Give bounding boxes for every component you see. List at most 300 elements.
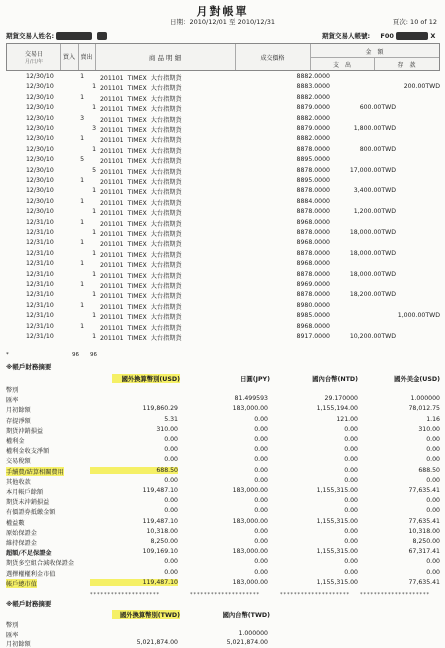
finance-value: 109,169.10 <box>142 548 178 556</box>
trade-product <box>100 104 182 113</box>
finance-label: 維持保證金 <box>6 540 37 547</box>
trade-product-name: TIMEX <box>127 303 147 311</box>
finance-value: 10,318.00 <box>146 527 178 535</box>
trade-price: 8878.0000 <box>296 145 330 153</box>
table-row <box>0 322 445 332</box>
trade-buy: 3 <box>80 114 84 122</box>
trade-buy: 1 <box>80 177 84 184</box>
trade-product-desc: 大台指期貨 <box>150 158 182 166</box>
trade-product-code: 201101 <box>100 127 124 134</box>
trade-product-code: 201101 <box>100 199 124 207</box>
trade-product-name: TIMEX <box>127 179 147 186</box>
trade-product-name: TIMEX <box>127 199 147 207</box>
finance-value: 5,021,874.00 <box>136 639 178 646</box>
trade-product <box>100 146 182 155</box>
trade-product-desc: 大台指期貨 <box>150 168 182 176</box>
trade-product <box>100 291 182 300</box>
finance-row <box>0 415 445 425</box>
trade-price: 8878.0000 <box>296 249 330 257</box>
trade-product-desc: 大台指期貨 <box>150 75 182 82</box>
trade-out: 18,200.00TWD <box>349 291 396 299</box>
finance-value: 183,000.00 <box>232 548 268 556</box>
finance-value: 0.00 <box>164 507 178 515</box>
trade-product-desc: 大台指期貨 <box>150 293 182 301</box>
trade-buy: 5 <box>80 156 84 164</box>
trade-date: 12/30/10 <box>26 208 54 216</box>
trade-product-name: TIMEX <box>127 75 147 82</box>
finance-label: 月初餘額 <box>6 407 31 415</box>
trade-date: 12/30/10 <box>26 156 54 164</box>
trade-date: 12/30/10 <box>26 93 54 101</box>
trade-product <box>100 239 182 248</box>
finance-label: 超額/不足保證金 <box>6 550 52 558</box>
trade-date: 12/31/10 <box>26 239 54 247</box>
finance-value: 1.000000 <box>238 629 268 637</box>
finance-value: 67,317.41 <box>408 548 440 556</box>
finance-value: 688.50 <box>90 467 178 474</box>
trade-product-code: 201101 <box>100 220 124 228</box>
finance-value: 0.00 <box>254 466 268 474</box>
customer-label: 期貨交易人姓名: <box>6 32 55 40</box>
trade-sell: 1 <box>92 291 96 299</box>
table-row <box>0 238 445 248</box>
trade-product-code: 201101 <box>100 75 124 82</box>
account-suffix: X <box>430 32 436 40</box>
trade-product-desc: 大台指期貨 <box>150 127 182 134</box>
table-header <box>6 43 440 71</box>
trade-product-code: 201101 <box>100 147 124 155</box>
account-label: 期貨交易人帳號: <box>322 32 371 40</box>
finance-value: 0.00 <box>164 497 178 505</box>
finance-value: 0.00 <box>164 568 178 576</box>
table-row <box>0 176 445 186</box>
finance-value: 0.00 <box>344 466 358 474</box>
finance-row <box>0 445 445 455</box>
table-row <box>0 249 445 259</box>
finance-label: 期貨多空組合減收保證金 <box>6 560 75 568</box>
trade-product-code: 201101 <box>100 168 124 176</box>
trade-product-name: TIMEX <box>127 168 147 176</box>
trade-product-code: 201101 <box>100 324 124 332</box>
finance-value: 8,250.00 <box>412 538 440 545</box>
trade-product <box>100 281 182 290</box>
finance-row <box>0 537 445 547</box>
finance-value: 0.00 <box>254 507 268 515</box>
trade-price: 8985.0000 <box>296 312 330 320</box>
finance-label: 月初餘額 <box>6 641 31 648</box>
trade-product-code: 201101 <box>100 85 124 93</box>
trade-product <box>100 156 182 165</box>
trade-product-desc: 大台指期貨 <box>150 189 182 197</box>
trade-product <box>100 312 182 321</box>
finance-value: 0.00 <box>254 568 268 576</box>
finance-row <box>0 547 445 557</box>
trade-product <box>100 219 182 228</box>
trade-sell: 1 <box>92 104 96 112</box>
trade-product <box>100 229 182 238</box>
trade-product-desc: 大台指期貨 <box>150 95 182 103</box>
trade-product <box>100 135 182 144</box>
trade-product-name: TIMEX <box>127 272 147 280</box>
trade-product <box>100 198 182 207</box>
trade-product-code: 201101 <box>100 95 124 103</box>
trade-product-code: 201101 <box>100 116 124 124</box>
finance-label: 幣別 <box>6 622 19 629</box>
finance-value: 1,155,194.00 <box>316 405 358 413</box>
trade-price: 8878.0000 <box>296 229 330 236</box>
trade-sell: 1 <box>92 145 96 153</box>
table-row <box>0 155 445 165</box>
trade-price: 8879.0000 <box>296 125 330 132</box>
trade-date: 12/31/10 <box>26 322 54 330</box>
finance-row <box>0 557 445 567</box>
redacted-name <box>56 32 92 40</box>
trade-out: 600.00TWD <box>359 104 396 112</box>
finance-value: 1,155,315.00 <box>316 517 358 525</box>
redacted-name-2 <box>97 32 107 40</box>
finance-value: 0.00 <box>164 436 178 443</box>
trade-product-code: 201101 <box>100 293 124 301</box>
trade-date: 12/30/10 <box>26 166 54 174</box>
finance-value: 77,635.41 <box>408 487 440 494</box>
finance-row <box>0 506 445 516</box>
finance-row <box>0 425 445 435</box>
trade-date: 12/30/10 <box>26 73 54 80</box>
trade-product <box>100 83 182 92</box>
finance-value: 0.00 <box>254 497 268 505</box>
trade-sell: 1 <box>92 83 96 91</box>
trade-in: 1,000.00TWD <box>397 312 440 320</box>
totals-sell: 96 <box>90 352 97 358</box>
trade-date: 12/30/10 <box>26 104 54 112</box>
trade-product-name: TIMEX <box>127 241 147 249</box>
finance-row <box>0 384 445 394</box>
trade-product <box>100 271 182 280</box>
trade-product-name: TIMEX <box>127 324 147 332</box>
finance-title: ※帳戶財務摘要 <box>6 363 52 371</box>
trade-date: 12/31/10 <box>26 312 54 320</box>
trade-price: 8895.0000 <box>296 177 330 184</box>
finance-label: 匯率 <box>6 631 19 639</box>
trade-product <box>100 323 182 332</box>
trade-buy: 1 <box>80 73 84 80</box>
trade-price: 8882.0000 <box>296 114 330 122</box>
trade-product-name: TIMEX <box>127 314 147 322</box>
finance-label: 手續費/結算相關費用 <box>6 468 64 476</box>
col-price: 成交價格 <box>260 55 285 62</box>
trade-out: 18,000.00TWD <box>349 249 396 257</box>
finance-value: 0.00 <box>254 476 268 484</box>
trade-product-desc: 大台指期貨 <box>150 199 182 207</box>
trade-price: 8968.0000 <box>296 322 330 330</box>
table-row <box>0 186 445 196</box>
trade-buy: 1 <box>80 301 84 309</box>
finance-value: 183,000.00 <box>232 487 268 494</box>
finance-row <box>0 404 445 414</box>
trade-product <box>100 260 182 269</box>
table-row <box>0 280 445 290</box>
finance-value: 0.00 <box>426 446 440 454</box>
finance-value: 183,000.00 <box>232 578 268 586</box>
trade-date: 12/31/10 <box>26 270 54 278</box>
finance-col-2: 日圓(JPY) <box>240 376 270 383</box>
finance-row <box>0 455 445 465</box>
trade-price: 8883.0000 <box>296 83 330 91</box>
finance-value: 0.00 <box>164 558 178 566</box>
finance-col-3: 國內台幣(NTD) <box>312 376 358 383</box>
table-row <box>0 93 445 103</box>
finance-label: 權利金收支淨額 <box>6 448 50 456</box>
trade-date: 12/30/10 <box>26 135 54 143</box>
trade-product-name: TIMEX <box>127 189 147 197</box>
trade-date: 12/31/10 <box>26 229 54 236</box>
totals-buy: 96 <box>72 352 79 358</box>
trade-product <box>100 333 182 342</box>
finance-value: 77,635.41 <box>408 517 440 525</box>
trade-product-code: 201101 <box>100 137 124 145</box>
col-sell: 賣出 <box>80 54 93 61</box>
trade-product-desc: 大台指期貨 <box>150 179 182 186</box>
trade-price: 8969.0000 <box>296 281 330 288</box>
table-row <box>0 134 445 144</box>
finance-value: 183,000.00 <box>232 517 268 525</box>
trade-product-code: 201101 <box>100 106 124 114</box>
trade-price: 8895.0000 <box>296 156 330 164</box>
finance-value: 0.00 <box>254 415 268 423</box>
trade-out: 10,200.00TWD <box>349 333 396 340</box>
trade-date: 12/31/10 <box>26 260 54 268</box>
trade-price: 8917.0000 <box>296 333 330 340</box>
trade-date: 12/30/10 <box>26 197 54 205</box>
finance-label: 原始保證金 <box>6 529 37 537</box>
page-title: 月對帳單 <box>196 5 249 18</box>
trade-price: 8878.0000 <box>296 291 330 299</box>
finance-label: 本月帳戶餘額 <box>6 489 44 496</box>
table-row <box>0 301 445 311</box>
trade-product-name: TIMEX <box>127 251 147 259</box>
finance2-col-1: 國外換算幣別(TWD) <box>112 610 180 619</box>
col-buy: 買入 <box>62 54 75 61</box>
trade-product-desc: 大台指期貨 <box>150 210 182 218</box>
trade-product <box>100 302 182 311</box>
trade-out: 800.00TWD <box>359 145 396 153</box>
trade-price: 8879.0000 <box>296 104 330 112</box>
trade-product <box>100 250 182 259</box>
finance-value: 0.00 <box>254 436 268 443</box>
finance-value: 0.00 <box>164 446 178 454</box>
trade-product-code: 201101 <box>100 262 124 270</box>
trade-product-name: TIMEX <box>127 85 147 93</box>
trade-product-code: 201101 <box>100 210 124 218</box>
trade-product-desc: 大台指期貨 <box>150 251 182 259</box>
trade-buy: 1 <box>80 135 84 143</box>
trade-price: 8884.0000 <box>296 197 330 205</box>
finance-value: 1.16 <box>426 415 440 423</box>
trade-product-code: 201101 <box>100 283 124 290</box>
finance-label: 其他收款 <box>6 478 31 486</box>
trade-product-name: TIMEX <box>127 210 147 218</box>
finance-value: 0.00 <box>344 568 358 576</box>
finance-label: 有價證券抵繳金額 <box>6 509 56 517</box>
trade-product <box>100 167 182 176</box>
finance-value: 5,021,874.00 <box>226 639 268 646</box>
trade-date: 12/30/10 <box>26 145 54 153</box>
trade-date: 12/31/10 <box>26 291 54 299</box>
finance-value: 29.170000 <box>324 395 358 403</box>
trade-product-desc: 大台指期貨 <box>150 220 182 228</box>
trade-product-code: 201101 <box>100 303 124 311</box>
page-number: 頁次: 10 of 12 <box>392 18 437 26</box>
trade-product-desc: 大台指期貨 <box>150 106 182 114</box>
table-row <box>0 145 445 155</box>
trade-product-name: TIMEX <box>127 147 147 155</box>
trade-product-desc: 大台指期貨 <box>150 272 182 280</box>
finance-value: 0.00 <box>254 425 268 433</box>
trade-product-desc: 大台指期貨 <box>150 283 182 290</box>
finance-value: 0.00 <box>426 497 440 505</box>
table-row <box>0 72 445 82</box>
trade-sell: 1 <box>92 208 96 216</box>
col-date-sub: 月/日/年 <box>24 59 44 65</box>
col-in: 存 款 <box>397 62 416 69</box>
col-date: 交易日 <box>24 51 43 58</box>
table-row <box>0 166 445 176</box>
table-row <box>0 218 445 228</box>
trade-price: 8968.0000 <box>296 218 330 226</box>
trade-date: 12/31/10 <box>26 301 54 309</box>
finance-value: 310.00 <box>156 425 178 433</box>
finance-value: 81.499593 <box>234 395 268 403</box>
table-row <box>0 228 445 238</box>
table-row <box>0 259 445 269</box>
trade-product-code: 201101 <box>100 231 124 238</box>
finance-value: 1,155,315.00 <box>316 548 358 556</box>
finance2-title: ※帳戶財務摘要 <box>6 600 52 608</box>
col-out: 支 出 <box>332 62 351 69</box>
trade-product-name: TIMEX <box>127 231 147 238</box>
trade-price: 8968.0000 <box>296 239 330 247</box>
finance-value: 119,487.10 <box>142 517 178 525</box>
trade-product-desc: 大台指期貨 <box>150 324 182 332</box>
finance-row <box>0 496 445 506</box>
finance-value: 119,860.29 <box>142 405 178 413</box>
trade-product-desc: 大台指期貨 <box>150 147 182 155</box>
trade-product-desc: 大台指期貨 <box>150 137 182 145</box>
table-row <box>0 197 445 207</box>
finance-value: 1,155,315.00 <box>316 487 358 494</box>
trade-product-desc: 大台指期貨 <box>150 335 182 342</box>
trade-product-code: 201101 <box>100 241 124 249</box>
trade-price: 8878.0000 <box>296 270 330 278</box>
finance-value: 0.00 <box>164 476 178 484</box>
finance-label: 帳戶總市值 <box>6 580 37 588</box>
finance-col-4: 國外美金(USD) <box>394 376 440 383</box>
trade-date: 12/31/10 <box>26 333 54 340</box>
table-row <box>0 124 445 134</box>
finance-value: 0.00 <box>426 436 440 443</box>
col-amount: 金 額 <box>365 49 384 56</box>
finance-value: 0.00 <box>344 476 358 484</box>
table-row <box>0 103 445 113</box>
trade-buy: 1 <box>80 197 84 205</box>
trade-date: 12/31/10 <box>26 218 54 226</box>
trade-sell: 1 <box>92 312 96 320</box>
trade-date: 12/31/10 <box>26 249 54 257</box>
finance-label: 選擇權權利金市值 <box>6 570 56 578</box>
trade-product-desc: 大台指期貨 <box>150 241 182 249</box>
trade-product-name: TIMEX <box>127 220 147 228</box>
table-row <box>0 114 445 124</box>
trade-product <box>100 208 182 217</box>
redacted-account <box>396 32 428 40</box>
trade-out: 18,000.00TWD <box>349 229 396 236</box>
finance-label: 幣別 <box>6 387 19 394</box>
trade-sell: 5 <box>92 166 96 174</box>
finance-value: 0.00 <box>426 456 440 464</box>
trade-product-name: TIMEX <box>127 293 147 301</box>
finance-label: 期貨沖銷損益 <box>6 427 44 435</box>
finance-label: 存提淨額 <box>6 417 31 425</box>
trade-price: 8878.0000 <box>296 166 330 174</box>
trade-date: 12/30/10 <box>26 177 54 184</box>
table-row <box>0 270 445 280</box>
finance-value: 0.00 <box>344 507 358 515</box>
trade-out: 1,200.00TWD <box>353 208 396 216</box>
trade-buy: 1 <box>80 260 84 268</box>
trade-product-desc: 大台指期貨 <box>150 85 182 93</box>
trade-buy: 1 <box>80 281 84 288</box>
finance-value: 119,487.10 <box>90 579 178 586</box>
trade-sell: 1 <box>92 249 96 257</box>
finance-row <box>0 476 445 486</box>
finance-value: 0.00 <box>344 436 358 443</box>
trade-buy: 1 <box>80 322 84 330</box>
finance-label: 期貨未沖銷損益 <box>6 499 50 507</box>
trade-buy: 1 <box>80 239 84 247</box>
trade-product-code: 201101 <box>100 251 124 259</box>
trade-out: 17,000.00TWD <box>349 166 396 174</box>
table-row <box>0 207 445 217</box>
trade-product-name: TIMEX <box>127 158 147 166</box>
finance-row <box>0 568 445 578</box>
trade-product-code: 201101 <box>100 272 124 280</box>
col-product: 商 品 明 細 <box>148 54 182 62</box>
finance-value: 1,155,315.00 <box>316 578 358 586</box>
trade-product-name: TIMEX <box>127 116 147 124</box>
finance-value: 77,635.41 <box>408 578 440 586</box>
finance-value: 0.00 <box>426 568 440 576</box>
table-row <box>0 82 445 92</box>
trade-price: 8882.0000 <box>296 73 330 80</box>
finance-value: 0.00 <box>344 446 358 454</box>
account-row <box>322 31 435 40</box>
trade-out: 18,000.00TWD <box>349 270 396 278</box>
finance-value: 10,318.00 <box>408 527 440 535</box>
trade-product-name: TIMEX <box>127 335 147 342</box>
finance-value: 0.00 <box>344 456 358 464</box>
trade-product <box>100 94 182 103</box>
trade-product-name: TIMEX <box>127 283 147 290</box>
finance-value: 183,000.00 <box>232 405 268 413</box>
trade-sell: 1 <box>92 333 96 340</box>
trade-price: 8882.0000 <box>296 93 330 101</box>
trade-date: 12/30/10 <box>26 83 54 91</box>
finance-value: 310.00 <box>418 425 440 433</box>
finance-value: 0.00 <box>344 538 358 545</box>
trade-buy: 1 <box>80 93 84 101</box>
trade-product-name: TIMEX <box>127 137 147 145</box>
trade-buy: 1 <box>80 218 84 226</box>
